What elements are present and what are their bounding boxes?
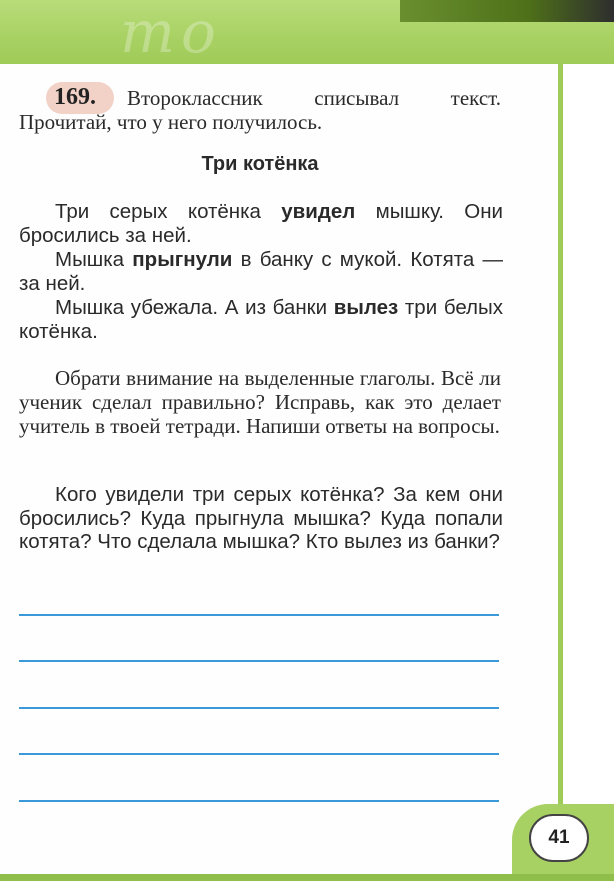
bottom-strip <box>0 874 614 881</box>
page-number: 41 <box>529 814 589 862</box>
answer-line[interactable] <box>19 707 499 709</box>
story-text: Три серых котёнка <box>55 200 282 223</box>
story-paragraph-1 <box>19 200 503 247</box>
instruction-paragraph <box>19 366 501 438</box>
questions-paragraph <box>19 483 503 554</box>
task-number: 169. <box>54 84 96 110</box>
highlighted-verb: прыгнули <box>132 248 233 271</box>
task-intro-text: Второклассник списывал текст. Прочитай, что у него получилось. <box>19 86 501 134</box>
header-dark-strip <box>400 0 614 22</box>
highlighted-verb: вылез <box>333 296 399 319</box>
highlighted-verb: увидел <box>281 200 356 223</box>
story-text: в банку с мукой. Котята — за ней. <box>19 248 503 295</box>
answer-line[interactable] <box>19 800 499 802</box>
story-text: мышку. Они бросились за ней. <box>19 200 503 247</box>
story-paragraph-3 <box>19 296 503 343</box>
story-title: Три котёнка <box>201 153 319 175</box>
story-text: Мышка убежала. А из банки <box>55 296 334 319</box>
page-side-border <box>558 64 614 824</box>
story-text: три белых котёнка. <box>19 296 504 343</box>
answer-line[interactable] <box>19 753 499 755</box>
instruction-text: Обрати внимание на выделенные глаголы. Всё ли ученик сделал правильно? Исправь, как это делает учитель в твоей тетради. Напиши ответы на вопросы. <box>19 366 501 438</box>
header-decoration: mo <box>120 0 222 64</box>
questions-text: Кого увидели три серых котёнка? За кем они бросились? Куда прыгнула мышка? Куда попали котята? Что сделала мышка? Кто вылез из банки? <box>19 483 503 553</box>
answer-line[interactable] <box>19 614 499 616</box>
story-paragraph-2 <box>19 248 503 295</box>
story-text: Мышка <box>55 248 133 271</box>
answer-line[interactable] <box>19 660 499 662</box>
task-intro <box>19 86 501 134</box>
